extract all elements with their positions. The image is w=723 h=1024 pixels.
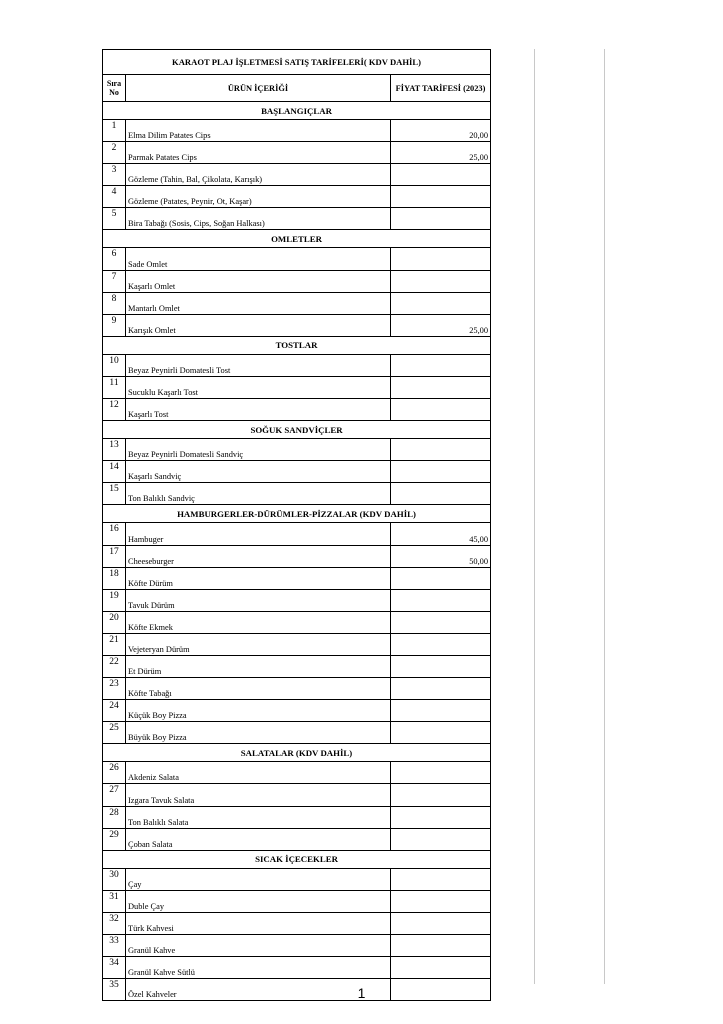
product-name: Köfte Ekmek: [126, 611, 391, 633]
product-name: Bira Tabağı (Sosis, Cips, Soğan Halkası): [126, 208, 391, 230]
table-row: [103, 935, 491, 957]
product-price: [391, 806, 491, 828]
product-name: Özel Kahveler: [126, 979, 391, 1001]
product-name: Akdeniz Salata: [126, 762, 391, 784]
product-name: Çoban Salata: [126, 828, 391, 850]
row-number: 20: [103, 611, 126, 633]
product-name: Köfte Tabağı: [126, 678, 391, 700]
row-number: 19: [103, 589, 126, 611]
table-row: [103, 762, 491, 784]
product-price: [391, 399, 491, 421]
row-number: 34: [103, 957, 126, 979]
product-price: [391, 784, 491, 806]
product-name: Tavuk Dürüm: [126, 589, 391, 611]
section-title: HAMBURGERLER-DÜRÜMLER-PİZZALAR (KDV DAHİL): [103, 505, 491, 523]
row-number: 23: [103, 678, 126, 700]
table-row: [103, 292, 491, 314]
product-name: Kaşarlı Sandviç: [126, 461, 391, 483]
row-number: 3: [103, 164, 126, 186]
product-price: 25,00: [391, 142, 491, 164]
row-number: 8: [103, 292, 126, 314]
row-number: 6: [103, 248, 126, 270]
product-price: [391, 957, 491, 979]
table-title: KARAOT PLAJ İŞLETMESİ SATIŞ TARİFELERİ( KDV DAHİL): [103, 50, 491, 75]
row-number: 32: [103, 912, 126, 934]
product-price: [391, 828, 491, 850]
row-number: 17: [103, 545, 126, 567]
table-row: [103, 868, 491, 890]
row-number: 12: [103, 399, 126, 421]
product-name: Gözleme (Tahin, Bal, Çikolata, Karışık): [126, 164, 391, 186]
product-price: [391, 611, 491, 633]
row-number: 10: [103, 354, 126, 376]
table-row: [103, 806, 491, 828]
product-price: [391, 208, 491, 230]
product-price: [391, 270, 491, 292]
row-number: 33: [103, 935, 126, 957]
row-number: 31: [103, 890, 126, 912]
table-row: [103, 523, 491, 545]
product-price: [391, 483, 491, 505]
table-row: [103, 399, 491, 421]
table-row: [103, 678, 491, 700]
table-row: [103, 186, 491, 208]
table-row: [103, 912, 491, 934]
price-table: [102, 49, 491, 1001]
row-number: 24: [103, 700, 126, 722]
product-name: Kaşarlı Omlet: [126, 270, 391, 292]
row-number: 21: [103, 633, 126, 655]
product-price: [391, 376, 491, 398]
table-row: [103, 248, 491, 270]
row-number: 28: [103, 806, 126, 828]
product-name: Cheeseburger: [126, 545, 391, 567]
table-row: [103, 700, 491, 722]
product-name: Vejeteryan Dürüm: [126, 633, 391, 655]
product-price: [391, 439, 491, 461]
price-table-body: [103, 50, 491, 1001]
product-name: Granül Kahve: [126, 935, 391, 957]
table-row: [103, 890, 491, 912]
table-row: [103, 208, 491, 230]
product-name: Karışık Omlet: [126, 314, 391, 336]
row-number: 7: [103, 270, 126, 292]
section-title: BAŞLANGIÇLAR: [103, 102, 491, 120]
product-name: Hambuger: [126, 523, 391, 545]
row-number: 30: [103, 868, 126, 890]
section-title: SOĞUK SANDVİÇLER: [103, 421, 491, 439]
product-name: Beyaz Peynirli Domatesli Sandviç: [126, 439, 391, 461]
section-title: OMLETLER: [103, 230, 491, 248]
product-name: Parmak Patates Cips: [126, 142, 391, 164]
header-no: Sıra No: [103, 75, 126, 102]
product-price: [391, 868, 491, 890]
row-number: 9: [103, 314, 126, 336]
row-number: 4: [103, 186, 126, 208]
row-number: 2: [103, 142, 126, 164]
row-number: 16: [103, 523, 126, 545]
section-title: TOSTLAR: [103, 336, 491, 354]
product-name: Sade Omlet: [126, 248, 391, 270]
row-number: 26: [103, 762, 126, 784]
product-price: 45,00: [391, 523, 491, 545]
table-row: [103, 461, 491, 483]
product-price: [391, 935, 491, 957]
product-name: Ton Balıklı Salata: [126, 806, 391, 828]
table-row: [103, 589, 491, 611]
product-name: Türk Kahvesi: [126, 912, 391, 934]
product-price: [391, 762, 491, 784]
product-name: Et Dürüm: [126, 655, 391, 677]
product-price: [391, 890, 491, 912]
product-price: [391, 589, 491, 611]
row-number: 5: [103, 208, 126, 230]
product-price: [391, 292, 491, 314]
product-price: 25,00: [391, 314, 491, 336]
row-number: 35: [103, 979, 126, 1001]
row-number: 13: [103, 439, 126, 461]
section-row: [103, 850, 491, 868]
table-row: [103, 633, 491, 655]
row-number: 25: [103, 722, 126, 744]
row-number: 29: [103, 828, 126, 850]
product-name: Mantarlı Omlet: [126, 292, 391, 314]
product-name: Granül Kahve Sütlü: [126, 957, 391, 979]
table-row: [103, 314, 491, 336]
product-price: [391, 567, 491, 589]
product-name: Çay: [126, 868, 391, 890]
product-name: Gözleme (Patates, Peynir, Ot, Kaşar): [126, 186, 391, 208]
header-product: ÜRÜN İÇERİĞİ: [126, 75, 391, 102]
row-number: 18: [103, 567, 126, 589]
product-name: Beyaz Peynirli Domatesli Tost: [126, 354, 391, 376]
product-name: Izgara Tavuk Salata: [126, 784, 391, 806]
table-row: [103, 142, 491, 164]
title-row: [103, 50, 491, 75]
section-row: [103, 336, 491, 354]
table-row: [103, 376, 491, 398]
table-row: [103, 828, 491, 850]
table-row: [103, 655, 491, 677]
table-row: [103, 545, 491, 567]
section-row: [103, 230, 491, 248]
product-price: 20,00: [391, 120, 491, 142]
table-row: [103, 164, 491, 186]
table-row: [103, 483, 491, 505]
product-name: Ton Balıklı Sandviç: [126, 483, 391, 505]
product-name: Duble Çay: [126, 890, 391, 912]
section-title: SALATALAR (KDV DAHİL): [103, 744, 491, 762]
table-row: [103, 784, 491, 806]
row-number: 14: [103, 461, 126, 483]
table-row: [103, 567, 491, 589]
row-number: 15: [103, 483, 126, 505]
header-price: FİYAT TARİFESİ (2023): [391, 75, 491, 102]
table-row: [103, 439, 491, 461]
page-number: 1: [357, 985, 366, 1001]
product-price: [391, 248, 491, 270]
section-row: [103, 421, 491, 439]
table-row: [103, 957, 491, 979]
table-row: [103, 270, 491, 292]
table-row: [103, 354, 491, 376]
product-name: Elma Dilim Patates Cips: [126, 120, 391, 142]
product-name: Büyük Boy Pizza: [126, 722, 391, 744]
empty-grid-columns: [490, 49, 605, 984]
product-price: [391, 700, 491, 722]
product-name: Küçük Boy Pizza: [126, 700, 391, 722]
table-row: [103, 120, 491, 142]
header-row: [103, 75, 491, 102]
table-row: [103, 611, 491, 633]
product-price: [391, 912, 491, 934]
table-row: [103, 722, 491, 744]
section-row: [103, 505, 491, 523]
product-name: Köfte Dürüm: [126, 567, 391, 589]
row-number: 27: [103, 784, 126, 806]
section-row: [103, 744, 491, 762]
section-title: SICAK İÇECEKLER: [103, 850, 491, 868]
product-name: Sucuklu Kaşarlı Tost: [126, 376, 391, 398]
product-price: [391, 164, 491, 186]
product-price: [391, 678, 491, 700]
product-price: [391, 186, 491, 208]
product-price: [391, 722, 491, 744]
product-price: [391, 655, 491, 677]
product-price: 50,00: [391, 545, 491, 567]
row-number: 22: [103, 655, 126, 677]
row-number: 1: [103, 120, 126, 142]
product-price: [391, 354, 491, 376]
product-price: [391, 633, 491, 655]
product-name: Kaşarlı Tost: [126, 399, 391, 421]
section-row: [103, 102, 491, 120]
product-price: [391, 461, 491, 483]
row-number: 11: [103, 376, 126, 398]
